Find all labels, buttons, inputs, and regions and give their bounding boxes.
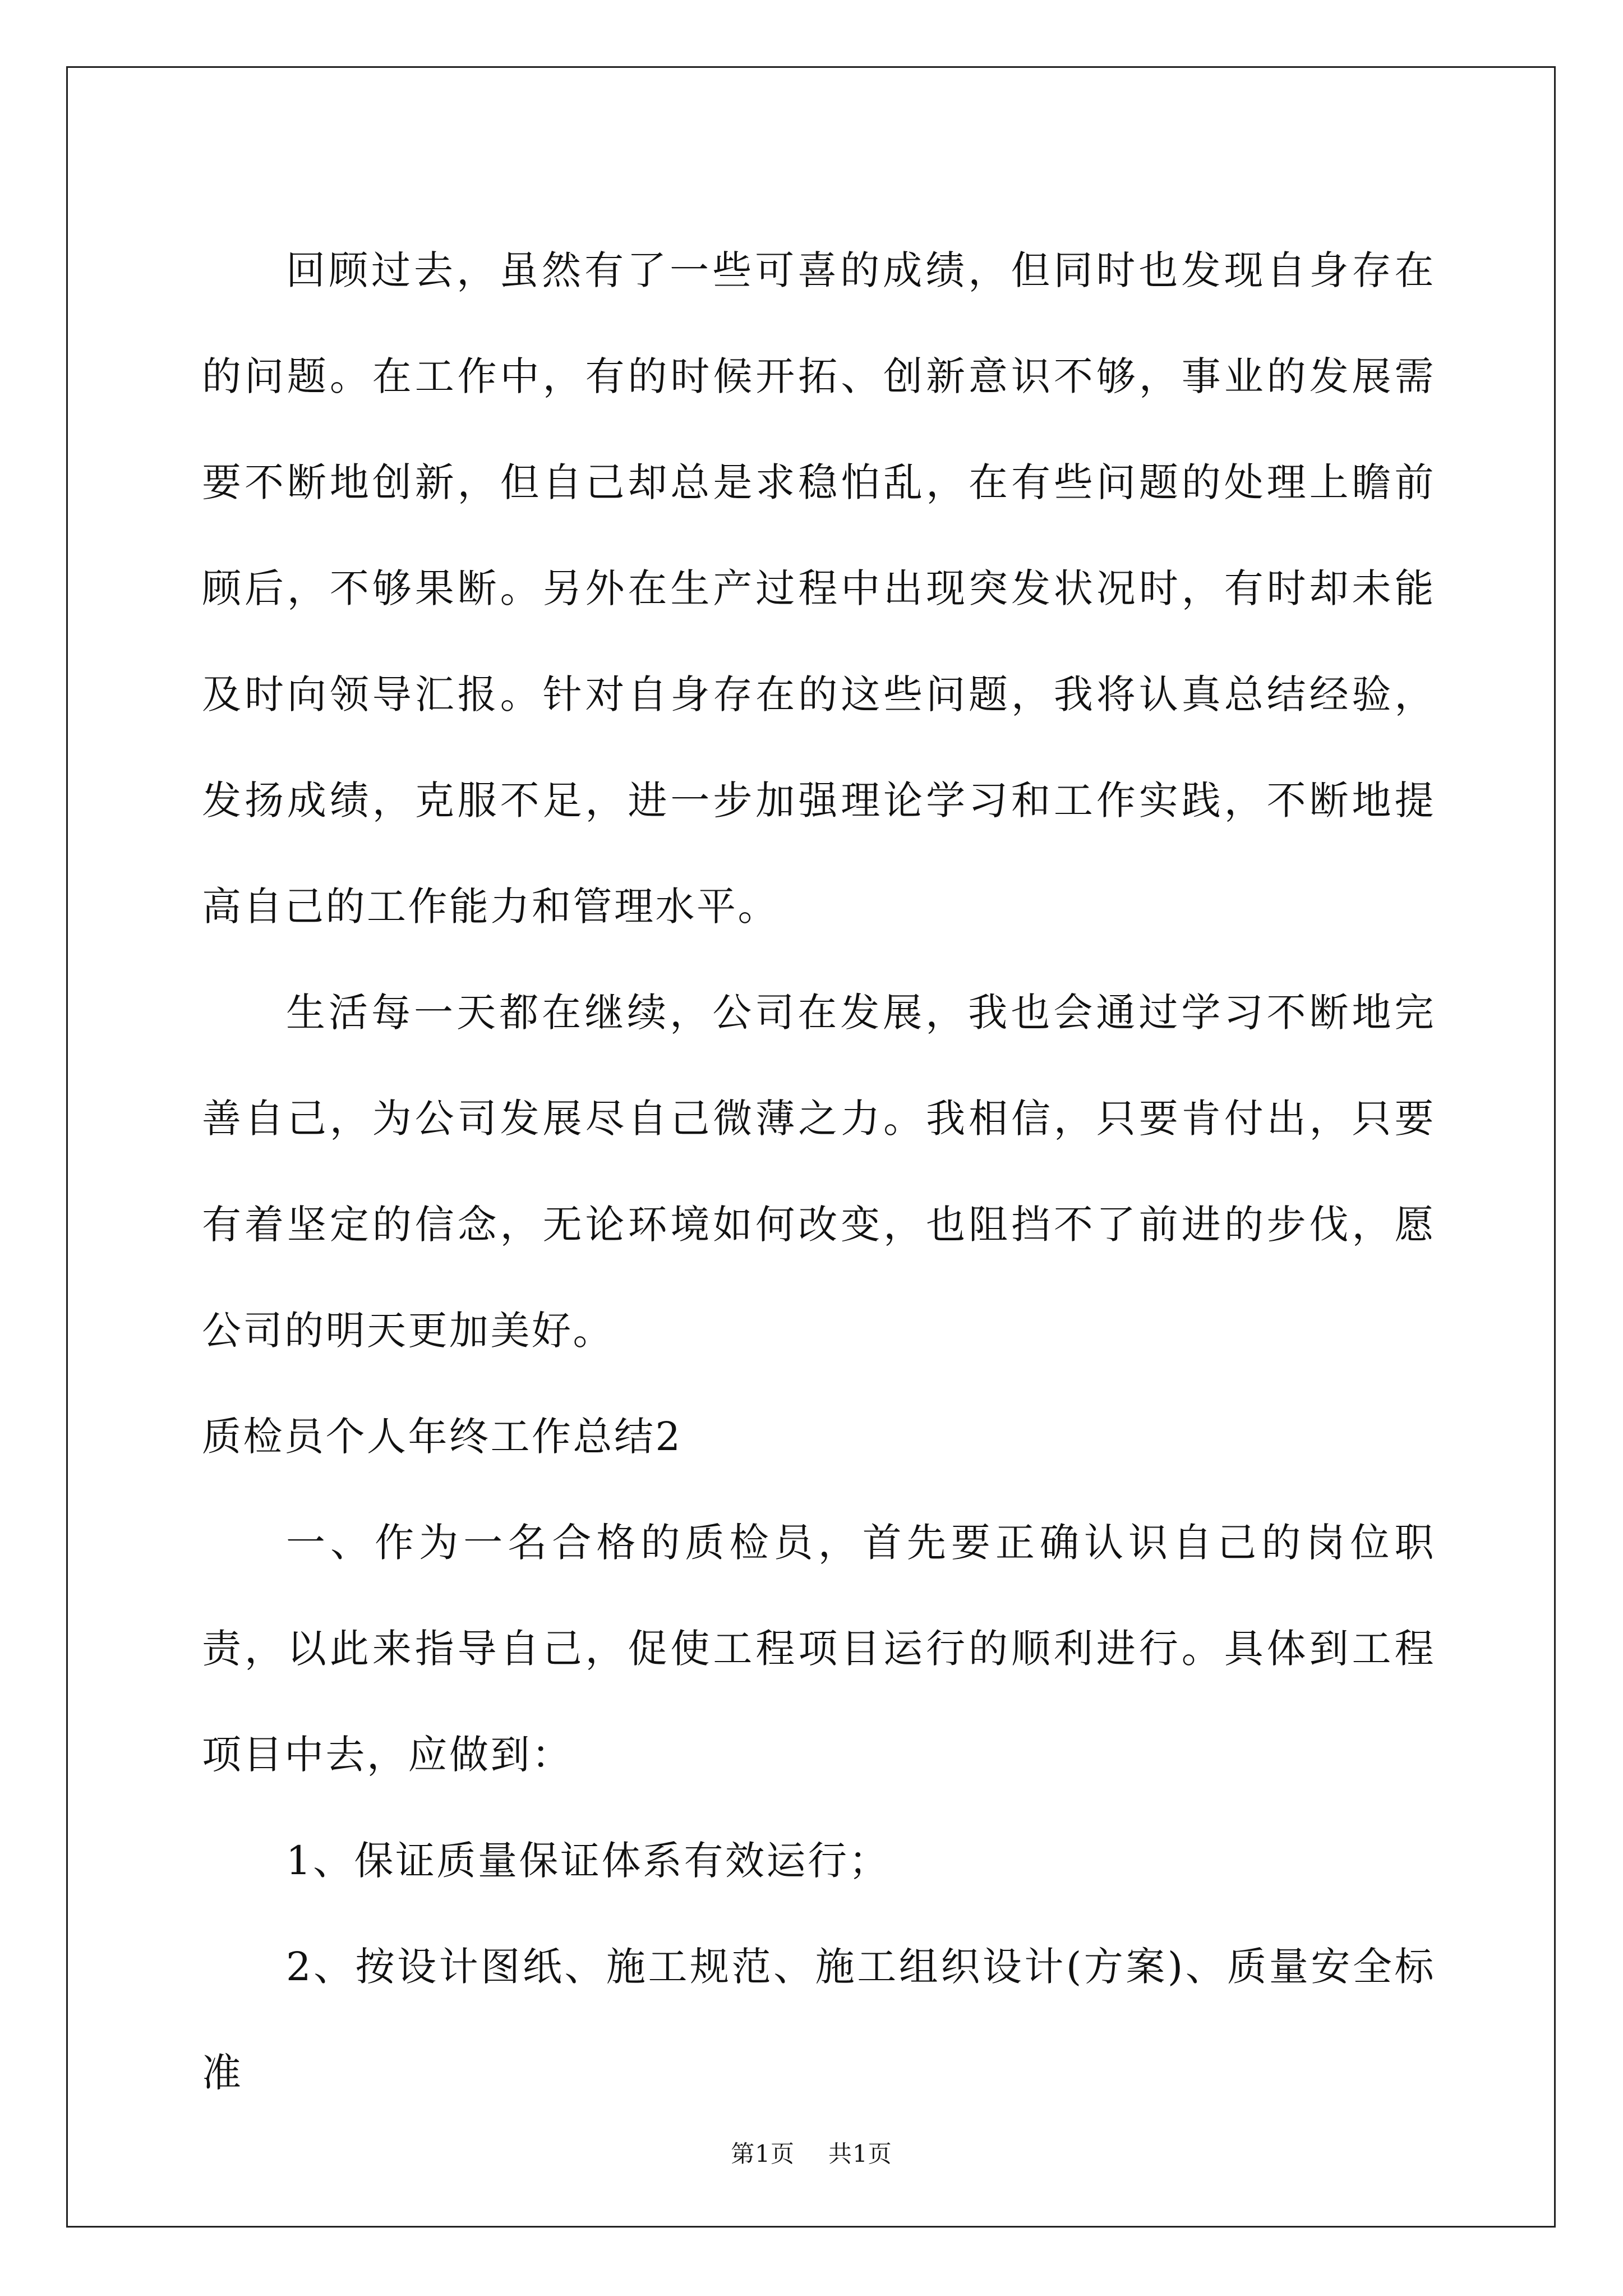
section-heading: 质检员个人年终工作总结2 — [202, 1414, 683, 1460]
document-body — [202, 218, 1436, 2126]
list-item-1: 1、保证质量保证体系有效运行； — [286, 1838, 891, 1884]
page-footer — [0, 2137, 1623, 2171]
paragraph-outlook: 生活每一天都在继续，公司在发展，我也会通过学习不断地完善自己，为公司发展尽自己微薄之力。我相信，只要肯付出，只要有着坚定的信念，无论环境如何改变，也阻挡不了前进的步伐，愿公司的明天更加美好。 — [202, 990, 1436, 1354]
page-total: 共1页 — [828, 2140, 892, 2168]
list-item-2: 2、按设计图纸、施工规范、施工组织设计(方案)、质量安全标准 — [202, 1944, 1436, 2096]
paragraph-duties-intro: 一、作为一名合格的质检员，首先要正确认识自己的岗位职责，以此来指导自己，促使工程项目运行的顺利进行。具体到工程项目中去，应做到： — [202, 1520, 1436, 1778]
page-number: 第1页 — [731, 2140, 795, 2168]
paragraph-review: 回顾过去，虽然有了一些可喜的成绩，但同时也发现自身存在的问题。在工作中，有的时候开拓、创新意识不够，事业的发展需要不断地创新，但自己却总是求稳怕乱，在有些问题的处理上瞻前顾后，不够果断。另外在生产过程中出现突发状况时，有时却未能及时向领导汇报。针对自身存在的这些问题，我将认真总结经验，发扬成绩，克服不足，进一步加强理论学习和工作实践，不断地提高自己的工作能力和管理水平。 — [202, 247, 1436, 930]
